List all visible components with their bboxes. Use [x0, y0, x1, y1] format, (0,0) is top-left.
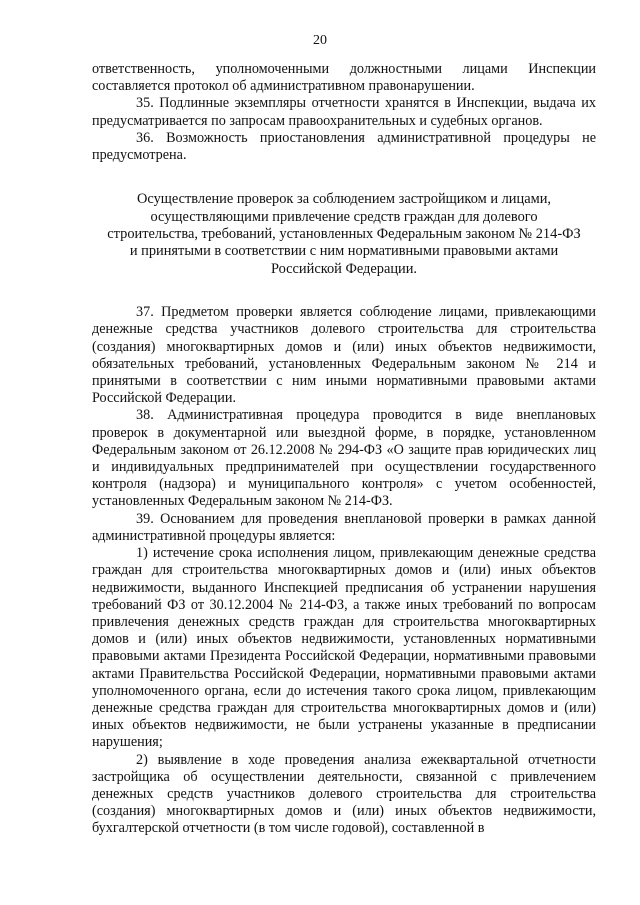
paragraph-37: 37. Предметом проверки является соблюдение лицами, привлекающими денежные средства участников долевого строительства для строительства (создания) многоквартирных домов и (или) иных объектов недвижимости, обязательных требований, установленных Федеральным законом № 214 и принятыми в соответствии с ним иными нормативными правовыми актами Российской Федерации. [92, 304, 596, 407]
paragraph-39: 39. Основанием для проведения внеплановой проверки в рамках данной административной процедуры является: [92, 510, 596, 544]
paragraph-35: 35. Подлинные экземпляры отчетности хранятся в Инспекции, выдача их предусматривается по запросам правоохранительных и судебных органов. [92, 95, 596, 129]
section-title-line: Осуществление проверок за соблюдением застройщиком и лицами, [137, 191, 551, 208]
page-number: 20 [313, 33, 327, 48]
section-title [92, 191, 596, 278]
section-title-line: и принятыми в соответствии с ним нормативными правовыми актами [129, 243, 559, 260]
paragraph-36: 36. Возможность приостановления административной процедуры не предусмотрена. [92, 129, 596, 164]
list-item-2: 2) выявление в ходе проведения анализа ежеквартальной отчетности застройщика об осуществлении деятельности, связанной с привлечением денежных средств участников долевого строительства для строительства (создания) многоквартирных домов и (или) иных объектов недвижимости, бухгалтерской отчетности (в том числе годовой), составленной в [92, 751, 596, 837]
document-body [92, 61, 596, 838]
list-item-1: 1) истечение срока исполнения лицом, привлекающим денежные средства граждан для строительства многоквартирных домов и (или) иных объектов недвижимости, выданного Инспекцией предписания об устранении нарушения требований ФЗ от 30.12.2004 № 214-ФЗ, а также иных требований по вопросам привлечения денежных средств граждан для строительства многоквартирных домов и (или) иных объектов недвижимости, установленных нормативными правовыми актами Президента Российской Федерации, нормативными правовыми актами Правительства Российской Федерации, нормативными правовыми актами уполномоченного органа, если до истечения такого срока лицом, привлекающим денежные средства граждан для строительства многоквартирных домов и (или) иных объектов недвижимости, не были устранены указанные в предписании нарушения; [92, 545, 596, 751]
section-title-line: строительства, требований, установленных Федеральным законом № 214-ФЗ [107, 226, 581, 243]
section-title-line: осуществляющими привлечение средств граждан для долевого [150, 208, 538, 225]
section-title-line: Российской Федерации. [270, 260, 418, 277]
paragraph-continuation: ответственность, уполномоченными должностными лицами Инспекции составляется протокол об административном правонарушении. [92, 61, 596, 95]
paragraph-38: 38. Административная процедура проводится в виде внеплановых проверок в документарной или выездной форме, в порядке, установленном Федеральным законом от 26.12.2008 № 294-ФЗ «О защите прав юридических лиц и индивидуальных предпринимателей при осуществлении государственного контроля (надзора) и муниципального контроля» с учетом особенностей, установленных Федеральным законом № 214-ФЗ. [92, 407, 596, 510]
